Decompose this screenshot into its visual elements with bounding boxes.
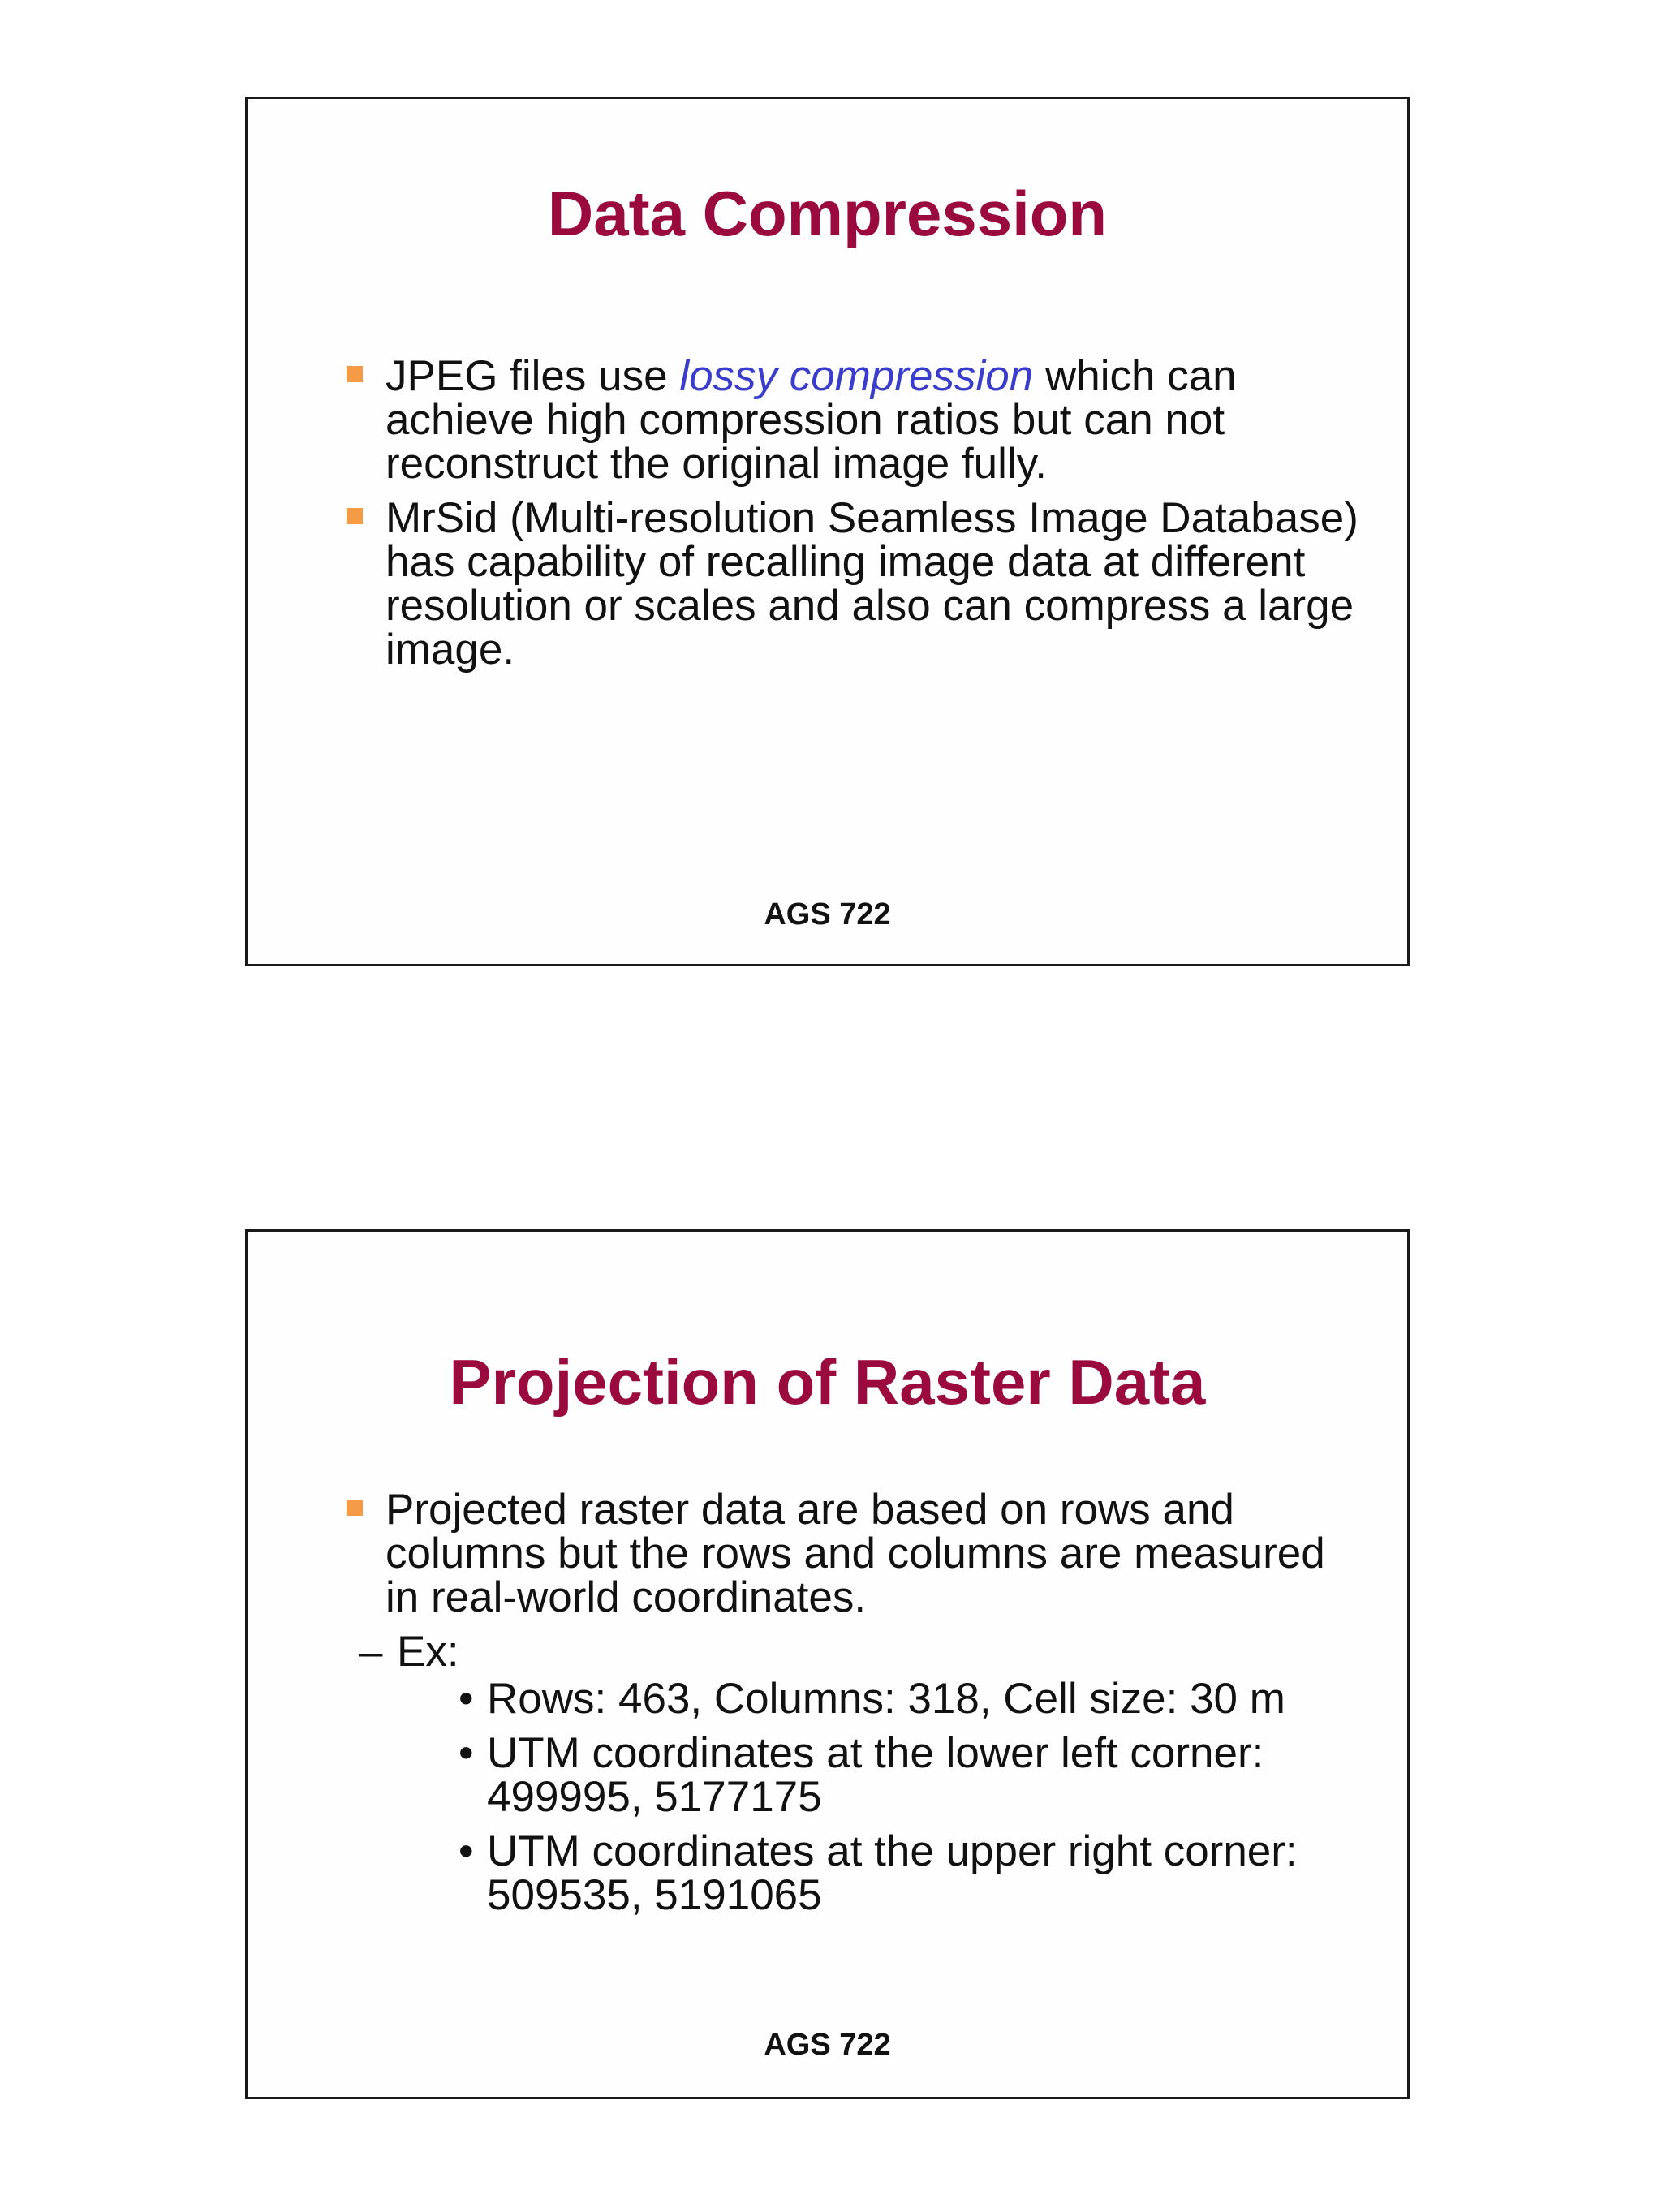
slide-title: Projection of Raster Data: [449, 1346, 1206, 1418]
slide-footer: AGS 722: [764, 897, 891, 932]
dash-bullet-icon: –: [359, 1628, 383, 1676]
slide-title: Data Compression: [547, 178, 1108, 249]
bullet-item: [345, 494, 1358, 673]
sub-bullet-label: Ex:: [397, 1628, 459, 1676]
bullet-text-after: which can achieve high compression ratios but can not reconstruct the original image fully.: [385, 352, 1237, 488]
slide-body: [345, 1488, 1358, 1917]
slide-projection-raster: [245, 1229, 1410, 2099]
slide-footer: AGS 722: [764, 2028, 891, 2062]
bullet-text-before: JPEG files use: [385, 352, 680, 400]
dot-bullet-icon: •: [459, 1675, 474, 1723]
slide-data-compression: [245, 97, 1410, 966]
orange-square-bullet-icon: [347, 366, 363, 382]
dot-bullet-icon: •: [459, 1729, 474, 1777]
bullet-text: MrSid (Multi-resolution Seamless Image Database) has capability of recalling image data at different resolution or scales and also can compress a large image.: [385, 494, 1358, 673]
sub-sub-bullet-text: UTM coordinates at the upper right corner: 509535, 5191065: [487, 1827, 1298, 1919]
bullet-text: Projected raster data are based on rows and columns but the rows and columns are measured in real-world coordinates.: [385, 1486, 1325, 1621]
orange-square-bullet-icon: [347, 1500, 363, 1516]
orange-square-bullet-icon: [347, 508, 363, 524]
sub-sub-bullet-item: [345, 1827, 1358, 1919]
sub-sub-bullet-item: [345, 1677, 1358, 1721]
sub-sub-bullet-text: UTM coordinates at the lower left corner: 499995, 5177175: [487, 1729, 1264, 1821]
sub-sub-bullet-item: [345, 1729, 1358, 1821]
sub-bullet-example: [345, 1630, 1358, 1674]
dot-bullet-icon: •: [459, 1827, 474, 1875]
bullet-item: [345, 1488, 1358, 1620]
highlighted-term: lossy compression: [679, 352, 1034, 400]
sub-sub-bullet-text: Rows: 463, Columns: 318, Cell size: 30 m: [487, 1675, 1285, 1723]
bullet-item: [345, 352, 1358, 488]
slide-body: [345, 352, 1358, 682]
